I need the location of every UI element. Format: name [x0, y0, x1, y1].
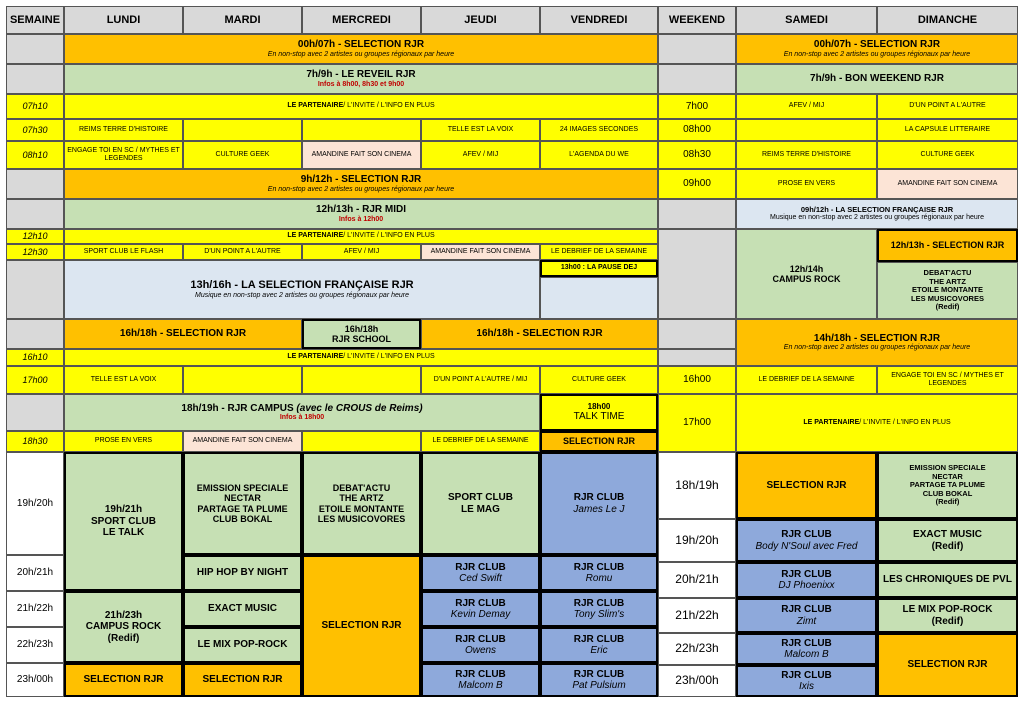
partner-rest: / L'INVITE / L'INFO EN PLUS [343, 232, 435, 240]
line: PARTAGE TA PLUME [197, 503, 288, 514]
vendredi-rjr-club [540, 555, 658, 591]
time-20-21: 20h/21h [6, 555, 64, 591]
partner-rest: / L'INVITE / L'INFO EN PLUS [343, 353, 435, 361]
program-info: Infos à 18h00 [279, 414, 325, 422]
weekend-time-empty [658, 319, 736, 349]
header-mardi: MARDI [183, 6, 302, 34]
program-title: EXACT MUSIC [913, 529, 982, 540]
line: NECTAR [224, 493, 261, 504]
mercredi-empty [302, 431, 421, 452]
dj-name: Pat Pulsium [572, 680, 626, 691]
header-mercredi: MERCREDI [302, 6, 421, 34]
jeudi-voix: TELLE EST LA VOIX [421, 119, 540, 141]
program-partenaire [64, 94, 658, 119]
header-lundi: LUNDI [64, 6, 183, 34]
program-title: CAMPUS ROCK [85, 621, 162, 633]
program-title: RJR CLUB [781, 637, 832, 649]
jeudi-rjr-club [421, 663, 540, 697]
program-title: (Redif) [931, 615, 964, 627]
we-time-1600: 16h00 [658, 366, 736, 394]
program-title: (Redif) [107, 632, 140, 644]
mardi-hiphop: HIP HOP BY NIGHT [183, 555, 302, 591]
dj-name: Romu [585, 573, 613, 584]
line: LES MUSICOVORES [911, 293, 984, 303]
we-program-selection-night [736, 34, 1018, 64]
time-cell-empty [6, 199, 64, 229]
vendredi-rjr-club [540, 663, 658, 697]
mardi-empty [183, 119, 302, 141]
sam-campus-rock [736, 229, 877, 319]
weekend-time-empty [658, 349, 736, 366]
vendredi-selection-francaise-cont [540, 277, 658, 319]
program-selection-francaise [64, 260, 540, 319]
mercredi-debat-actu [302, 452, 421, 555]
program-title: (Redif) [931, 540, 964, 552]
time-0710: 07h10 [6, 94, 64, 119]
program-title: RJR CLUB [573, 561, 625, 573]
program-time: 19h/21h [104, 504, 143, 516]
program-subtitle: Musique en non-stop avec 2 artistes ou groupes régionaux par heure [769, 214, 985, 222]
program-title: LE TALK [102, 527, 145, 539]
partner-bold: LE PARTENAIRE [803, 418, 860, 426]
dim-amandine: AMANDINE FAIT SON CINEMA [877, 169, 1018, 199]
dim-engage: ENGAGE TOI EN SC / MYTHES ET LEGENDES [877, 366, 1018, 394]
line: EMISSION SPECIALE [909, 462, 986, 472]
program-title: 13h/16h - LA SELECTION FRANÇAISE RJR [190, 279, 414, 292]
time-cell-empty [6, 64, 64, 94]
lundi-engage: ENGAGE TOI EN SC / MYTHES ET LEGENDES [64, 141, 183, 169]
line: DEBAT'ACTU [923, 267, 972, 277]
we-time-0800: 08h00 [658, 119, 736, 141]
program-time: 12h/14h [789, 263, 824, 274]
program-title: 14h/18h - SELECTION RJR [813, 332, 941, 344]
we-selection-francaise [736, 199, 1018, 229]
we-time-0900: 09h00 [658, 169, 736, 199]
dim-debat-redif [877, 262, 1018, 319]
lundi-sport-club-talk [64, 452, 183, 591]
program-info: Infos à 12h00 [338, 215, 384, 223]
dim-exact-music-redif [877, 519, 1018, 562]
vendredi-selection: SELECTION RJR [540, 431, 658, 452]
header-weekend: WEEKEND [658, 6, 736, 34]
lundi-voix: TELLE EST LA VOIX [64, 366, 183, 394]
we-program-bon-weekend [736, 64, 1018, 94]
partner-bold: LE PARTENAIRE [287, 232, 344, 240]
lundi-prose: PROSE EN VERS [64, 431, 183, 452]
mercredi-amandine: AMANDINE FAIT SON CINEMA [302, 141, 421, 169]
sam-rjr-club [736, 519, 877, 562]
program-title: RJR CLUB [781, 604, 832, 615]
program-time: 16h/18h [344, 323, 379, 334]
program-title: RJR CLUB [455, 633, 506, 645]
program-title: LE MAG [461, 503, 500, 515]
dj-name: Kevin Demay [450, 609, 511, 620]
vendredi-talk-time [540, 394, 658, 431]
program-title: 09h/12h - LA SELECTION FRANÇAISE RJR [800, 204, 954, 214]
vendredi-rjr-club [540, 452, 658, 555]
line: THE ARTZ [339, 493, 384, 504]
vendredi-agenda: L'AGENDA DU WE [540, 141, 658, 169]
we-time-21-22: 21h/22h [658, 598, 736, 633]
sam-reims: REIMS TERRE D'HISTOIRE [736, 141, 877, 169]
partner-bold: LE PARTENAIRE [287, 353, 344, 361]
lundi-campus-rock-redif [64, 591, 183, 663]
line: (Redif) [935, 302, 960, 312]
sam-rjr-club [736, 665, 877, 697]
dim-emission-speciale-redif [877, 452, 1018, 519]
program-title: LE MIX POP-ROCK [902, 604, 993, 615]
jeudi-rjr-club [421, 627, 540, 663]
line: THE ARTZ [929, 276, 966, 286]
dim-selection: SELECTION RJR [877, 633, 1018, 697]
vendredi-geek: CULTURE GEEK [540, 366, 658, 394]
dj-name: Ced Swift [459, 573, 502, 584]
mardi-point: D'UN POINT A L'AUTRE [183, 244, 302, 260]
line: (Redif) [935, 497, 960, 507]
program-subtitle: En non-stop avec 2 artistes ou groupes régionaux par heure [267, 185, 455, 193]
we-time-19-20: 19h/20h [658, 519, 736, 562]
program-time: 21h/23h [104, 609, 143, 621]
dj-name: Eric [590, 645, 608, 656]
sam-rjr-club [736, 598, 877, 633]
we-time-18-19: 18h/19h [658, 452, 736, 519]
vendredi-pause-dej: 13h00 : LA PAUSE DEJ [540, 260, 658, 277]
time-1210: 12h10 [6, 229, 64, 244]
line: CLUB BOKAL [212, 513, 273, 524]
we-time-1700: 17h00 [658, 394, 736, 452]
program-title: 9h/12h - SELECTION RJR [300, 174, 422, 186]
dim-capsule: LA CAPSULE LITTERAIRE [877, 119, 1018, 141]
partner-rest: / L'INVITE / L'INFO EN PLUS [859, 418, 951, 426]
dj-name: Malcom B [784, 649, 829, 660]
dim-chroniques-pvl: LES CHRONIQUES DE PVL [877, 562, 1018, 598]
program-selection-night [64, 34, 658, 64]
program-subtitle: En non-stop avec 2 artistes ou groupes régionaux par heure [267, 50, 455, 58]
dim-geek: CULTURE GEEK [877, 141, 1018, 169]
line: EMISSION SPECIALE [196, 482, 289, 493]
dj-name: James Le J [573, 503, 625, 515]
sam-debrief: LE DEBRIEF DE LA SEMAINE [736, 366, 877, 394]
time-21-22: 21h/22h [6, 591, 64, 627]
we-time-22-23: 22h/23h [658, 633, 736, 665]
sam-empty [736, 119, 877, 141]
mercredi-selection: SELECTION RJR [302, 555, 421, 697]
sam-prose: PROSE EN VERS [736, 169, 877, 199]
program-title: SPORT CLUB [91, 515, 156, 527]
time-1230: 12h30 [6, 244, 64, 260]
program-subtitle: En non-stop avec 2 artistes ou groupes régionaux par heure [783, 344, 971, 352]
time-0810: 08h10 [6, 141, 64, 169]
program-title: 12h/13h - RJR MIDI [315, 204, 407, 216]
program-title: RJR CLUB [573, 492, 625, 503]
time-cell-empty [6, 394, 64, 431]
we-time-0830: 08h30 [658, 141, 736, 169]
program-title: RJR CLUB [455, 597, 506, 609]
program-title: TALK TIME [573, 411, 625, 423]
jeudi-sport-club-mag [421, 452, 540, 555]
time-19-20: 19h/20h [6, 452, 64, 555]
time-1610: 16h10 [6, 349, 64, 366]
program-subtitle: En non-stop avec 2 artistes ou groupes régionaux par heure [783, 50, 971, 58]
we-partenaire [736, 394, 1018, 452]
time-cell-empty [6, 319, 64, 349]
program-title: RJR CLUB [455, 668, 506, 680]
partner-rest: / L'INVITE / L'INFO EN PLUS [343, 102, 435, 110]
jeudi-rjr-club [421, 555, 540, 591]
time-cell-empty [6, 260, 64, 319]
dim-point: D'UN POINT A L'AUTRE [877, 94, 1018, 119]
time-0730: 07h30 [6, 119, 64, 141]
mardi-exact-music: EXACT MUSIC [183, 591, 302, 627]
title-main: 18h/19h - RJR CAMPUS [181, 402, 297, 414]
vendredi-debrief: LE DEBRIEF DE LA SEMAINE [540, 244, 658, 260]
dim-selection-midi: 12h/13h - SELECTION RJR [877, 229, 1018, 262]
dj-name: DJ Phoenixx [778, 580, 835, 591]
program-title: RJR CLUB [573, 668, 625, 680]
program-selection-morning [64, 169, 658, 199]
program-title: RJR CLUB [781, 568, 832, 580]
program-title: RJR CLUB [455, 561, 506, 573]
sam-afev: AFEV / MIJ [736, 94, 877, 119]
dim-mix-pop-rock-redif [877, 598, 1018, 633]
dj-name: Owens [464, 645, 497, 656]
dj-name: Body N'Soul avec Fred [755, 540, 858, 552]
program-title: RJR CLUB [573, 633, 625, 645]
header-semaine: SEMAINE [6, 6, 64, 34]
program-title: 7h/9h - LE REVEIL RJR [306, 69, 416, 81]
jeudi-rjr-club [421, 591, 540, 627]
lundi-reims: REIMS TERRE D'HISTOIRE [64, 119, 183, 141]
time-1830: 18h30 [6, 431, 64, 452]
program-title: RJR SCHOOL [331, 334, 391, 344]
jeudi-debrief: LE DEBRIEF DE LA SEMAINE [421, 431, 540, 452]
dj-name: Tony Slim's [573, 609, 625, 620]
line: ETOILE MONTANTE [318, 503, 405, 514]
vendredi-rjr-club [540, 591, 658, 627]
jeudi-point-mij: D'UN POINT A L'AUTRE / MIJ [421, 366, 540, 394]
jeudi-afev: AFEV / MIJ [421, 141, 540, 169]
we-selection-afternoon [736, 319, 1018, 366]
line: ETOILE MONTANTE [912, 285, 983, 295]
time-cell-empty [6, 34, 64, 64]
weekend-time-empty [658, 34, 736, 64]
vendredi-rjr-club [540, 627, 658, 663]
schedule-grid [6, 6, 1018, 697]
sam-rjr-club [736, 633, 877, 665]
line: CLUB BOKAL [922, 488, 973, 498]
program-title [181, 403, 422, 415]
mardi-amandine: AMANDINE FAIT SON CINEMA [183, 431, 302, 452]
program-title: CAMPUS ROCK [772, 274, 841, 284]
program-selection-jv: 16h/18h - SELECTION RJR [421, 319, 658, 349]
mardi-geek: CULTURE GEEK [183, 141, 302, 169]
header-dimanche: DIMANCHE [877, 6, 1018, 34]
time-1700: 17h00 [6, 366, 64, 394]
mardi-mix-pop-rock: LE MIX POP-ROCK [183, 627, 302, 663]
lundi-selection: SELECTION RJR [64, 663, 183, 697]
header-vendredi: VENDREDI [540, 6, 658, 34]
lundi-sport-flash: SPORT CLUB LE FLASH [64, 244, 183, 260]
mercredi-rjr-school [302, 319, 421, 349]
header-samedi: SAMEDI [736, 6, 877, 34]
line: LES MUSICOVORES [317, 513, 406, 524]
dj-name: Ixis [799, 681, 814, 692]
sam-selection: SELECTION RJR [736, 452, 877, 519]
mardi-empty [183, 366, 302, 394]
program-title: RJR CLUB [781, 669, 832, 681]
program-rjr-campus [64, 394, 540, 431]
weekend-time-empty [658, 229, 736, 319]
program-subtitle: Musique en non-stop avec 2 artistes ou groupes régionaux par heure [194, 291, 410, 299]
program-title: 00h/07h - SELECTION RJR [297, 39, 425, 51]
program-reveil [64, 64, 658, 94]
line: PARTAGE TA PLUME [909, 480, 986, 490]
line: NECTAR [932, 471, 963, 481]
program-title: RJR CLUB [781, 529, 832, 540]
program-info: Infos à 8h00, 8h30 et 9h00 [317, 80, 405, 88]
we-time-20-21: 20h/21h [658, 562, 736, 598]
program-title: SPORT CLUB [448, 492, 513, 503]
time-22-23: 22h/23h [6, 627, 64, 663]
header-jeudi: JEUDI [421, 6, 540, 34]
program-selection-lm: 16h/18h - SELECTION RJR [64, 319, 302, 349]
weekend-time-empty [658, 199, 736, 229]
mercredi-empty [302, 119, 421, 141]
dj-name: Malcom B [458, 680, 503, 691]
sam-rjr-club [736, 562, 877, 598]
program-partenaire [64, 229, 658, 244]
program-partenaire [64, 349, 658, 366]
time-23-00: 23h/00h [6, 663, 64, 697]
program-title: 00h/07h - SELECTION RJR [813, 39, 941, 51]
mercredi-afev: AFEV / MIJ [302, 244, 421, 260]
mercredi-empty [302, 366, 421, 394]
line: DEBAT'ACTU [332, 482, 391, 493]
vendredi-24images: 24 IMAGES SECONDES [540, 119, 658, 141]
we-time-23-00: 23h/00h [658, 665, 736, 697]
partner-bold: LE PARTENAIRE [287, 102, 344, 110]
program-rjr-midi [64, 199, 658, 229]
mardi-selection: SELECTION RJR [183, 663, 302, 697]
time-cell-empty [6, 169, 64, 199]
dj-name: Zimt [796, 615, 817, 627]
program-title: RJR CLUB [573, 597, 625, 609]
weekend-time-empty [658, 64, 736, 94]
title-crous: (avec le CROUS de Reims) [296, 402, 423, 414]
mardi-emission-speciale [183, 452, 302, 555]
we-time-0700: 7h00 [658, 94, 736, 119]
program-time: 18h00 [587, 402, 611, 412]
program-title: 7h/9h - BON WEEKEND RJR [810, 73, 944, 85]
jeudi-amandine: AMANDINE FAIT SON CINEMA [421, 244, 540, 260]
